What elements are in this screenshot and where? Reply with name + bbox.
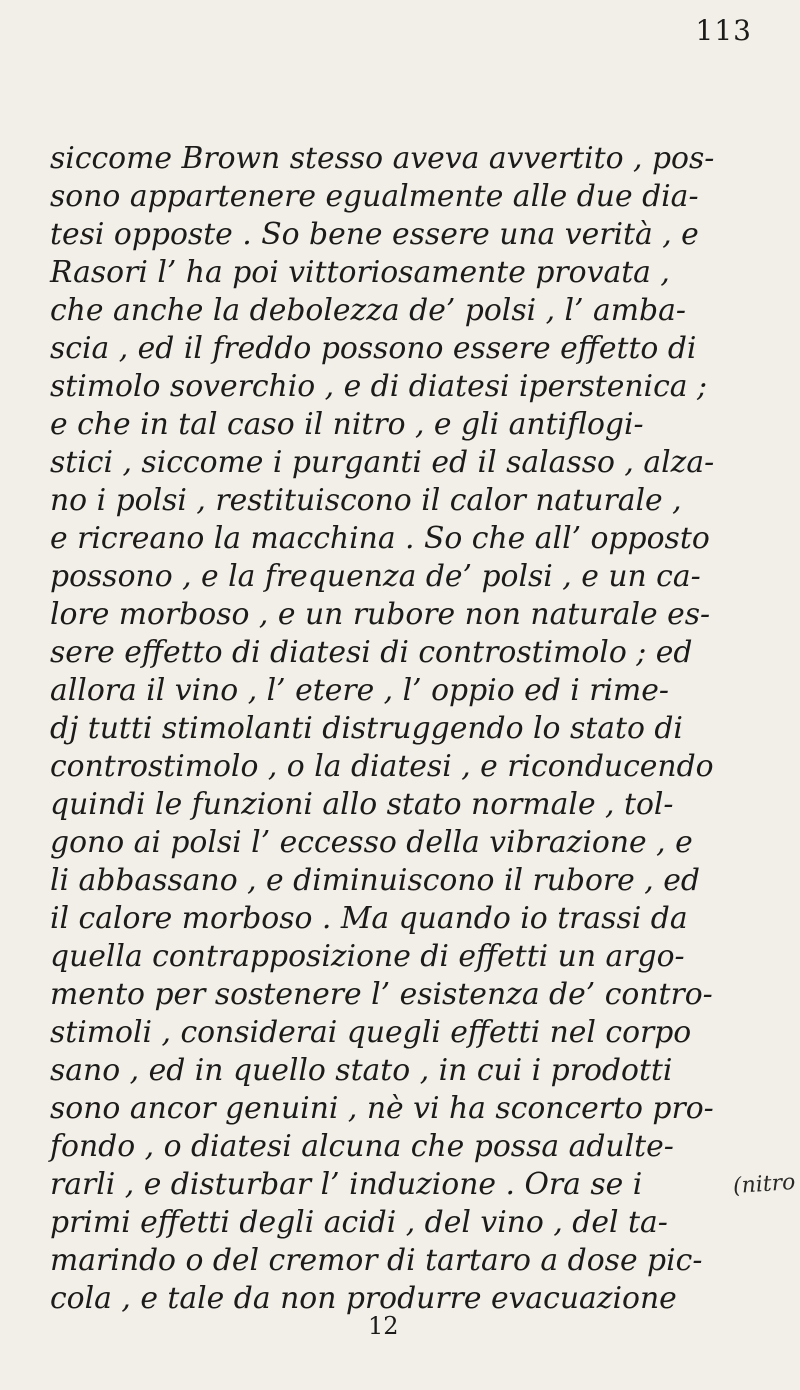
text-line: no i polsi , restituiscono il calor naturale , [50,483,682,518]
text-line: e che in tal caso il nitro , e gli antiflogi- [50,407,644,442]
text-line: sano , ed in quello stato , in cui i prodotti [50,1053,673,1088]
text-line: stici , siccome i purganti ed il salasso , alza- [50,445,715,480]
text-line: quindi le funzioni allo stato normale , tol- [50,787,674,822]
signature-mark: 12 [368,1312,399,1340]
text-line: lore morboso , e un rubore non naturale es- [50,597,711,632]
text-line: Rasori l’ ha poi vittoriosamente provata , [50,255,670,290]
text-line: stimoli , considerai quegli effetti nel corpo [50,1015,692,1050]
text-line: dj tutti stimolanti distruggendo lo stato di [50,711,683,746]
text-line: li abbassano , e diminuiscono il rubore , ed [50,863,700,898]
text-line: fondo , o diatesi alcuna che possa adulte- [50,1129,674,1164]
text-line: che anche la debolezza de’ polsi , l’ amba- [50,293,686,328]
text-line: siccome Brown stesso aveva avvertito , pos- [50,141,715,176]
text-line: quella contrapposizione di effetti un argo- [50,939,685,974]
text-line: sono appartenere egualmente alle due dia- [50,179,699,214]
text-line: marindo o del cremor di tartaro a dose pic- [50,1243,703,1278]
text-line: possono , e la frequenza de’ polsi , e un ca- [50,559,701,594]
text-line: mento per sostenere l’ esistenza de’ contro- [50,977,713,1012]
text-line: primi effetti degli acidi , del vino , del ta- [50,1205,668,1240]
text-line: il calore morboso . Ma quando io trassi da [50,901,688,936]
text-line: e ricreano la macchina . So che all’ opposto [50,521,710,556]
text-line: gono ai polsi l’ eccesso della vibrazione , e [50,825,693,860]
text-line: sono ancor genuini , nè vi ha sconcerto pro- [50,1091,714,1126]
body-text [50,140,770,1318]
text-line: controstimolo , o la diatesi , e riconducendo [50,749,714,784]
text-line: cola , e tale da non produrre evacuazione [50,1281,677,1316]
text-line: scia , ed il freddo possono essere effetto di [50,331,697,366]
text-line: tesi opposte . So bene essere una verità , e [50,217,699,252]
text-line: stimolo soverchio , e di diatesi iperstenica ; [50,369,708,404]
page-number: 113 [695,14,752,47]
text-line: allora il vino , l’ etere , l’ oppio ed i rime- [50,673,669,708]
text-line: rarli , e disturbar l’ induzione . Ora se i [50,1167,643,1202]
handwritten-margin-note: (nitro [732,1169,797,1200]
text-line: sere effetto di diatesi di controstimolo ; ed [50,635,693,670]
